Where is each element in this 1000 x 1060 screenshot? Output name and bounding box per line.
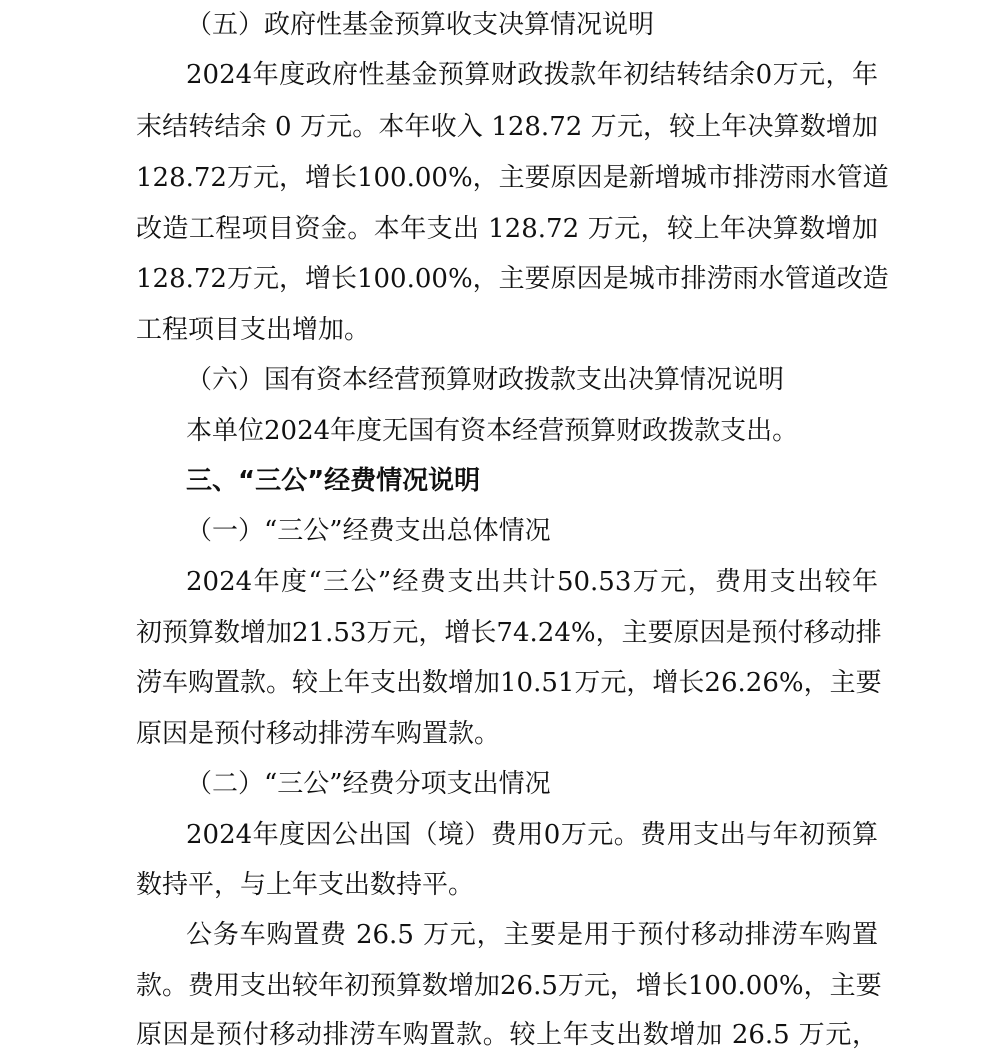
paragraph-line: 2024年度政府性基金预算财政拨款年初结转结余0万元，年	[186, 60, 878, 90]
paragraph-line: 原因是预付移动排涝车购置款。较上年支出数增加 26.5 万元，	[136, 1020, 878, 1050]
paragraph-line: 128.72万元，增长100.00%，主要原因是城市排涝雨水管道改造	[136, 264, 889, 294]
paragraph-line: 初预算数增加21.53万元，增长74.24%，主要原因是预付移动排	[136, 618, 882, 648]
paragraph-line: 128.72万元，增长100.00%，主要原因是新增城市排涝雨水管道	[136, 163, 889, 193]
paragraph-line: 款。费用支出较年初预算数增加26.5万元，增长100.00%，主要	[136, 971, 882, 1001]
section-heading-state-capital: （六）国有资本经营预算财政拨款支出决算情况说明	[186, 365, 785, 395]
section-heading-three-public: 三、“三公”经费情况说明	[186, 466, 481, 496]
paragraph-line: 涝车购置款。较上年支出数增加10.51万元，增长26.26%，主要	[136, 668, 882, 698]
paragraph-line: 公务车购置费 26.5 万元，主要是用于预付移动排涝车购置	[186, 920, 878, 950]
paragraph-line: 原因是预付移动排涝车购置款。	[136, 719, 501, 749]
paragraph-line: 本单位2024年度无国有资本经营预算财政拨款支出。	[186, 416, 799, 446]
paragraph-line: 2024年度“三公”经费支出共计50.53万元，费用支出较年	[186, 567, 878, 597]
paragraph-line: 改造工程项目资金。本年支出 128.72 万元，较上年决算数增加	[136, 214, 878, 244]
paragraph-line: 数持平，与上年支出数持平。	[136, 870, 475, 900]
section-heading-government-fund: （五）政府性基金预算收支决算情况说明	[186, 10, 655, 40]
paragraph-line: 工程项目支出增加。	[136, 315, 371, 345]
paragraph-line: 2024年度因公出国（境）费用0万元。费用支出与年初预算	[186, 820, 878, 850]
subsection-heading-itemized: （二）“三公”经费分项支出情况	[186, 769, 551, 799]
paragraph-line: 末结转结余 0 万元。本年收入 128.72 万元，较上年决算数增加	[136, 112, 878, 142]
subsection-heading-overall: （一）“三公”经费支出总体情况	[186, 516, 551, 546]
